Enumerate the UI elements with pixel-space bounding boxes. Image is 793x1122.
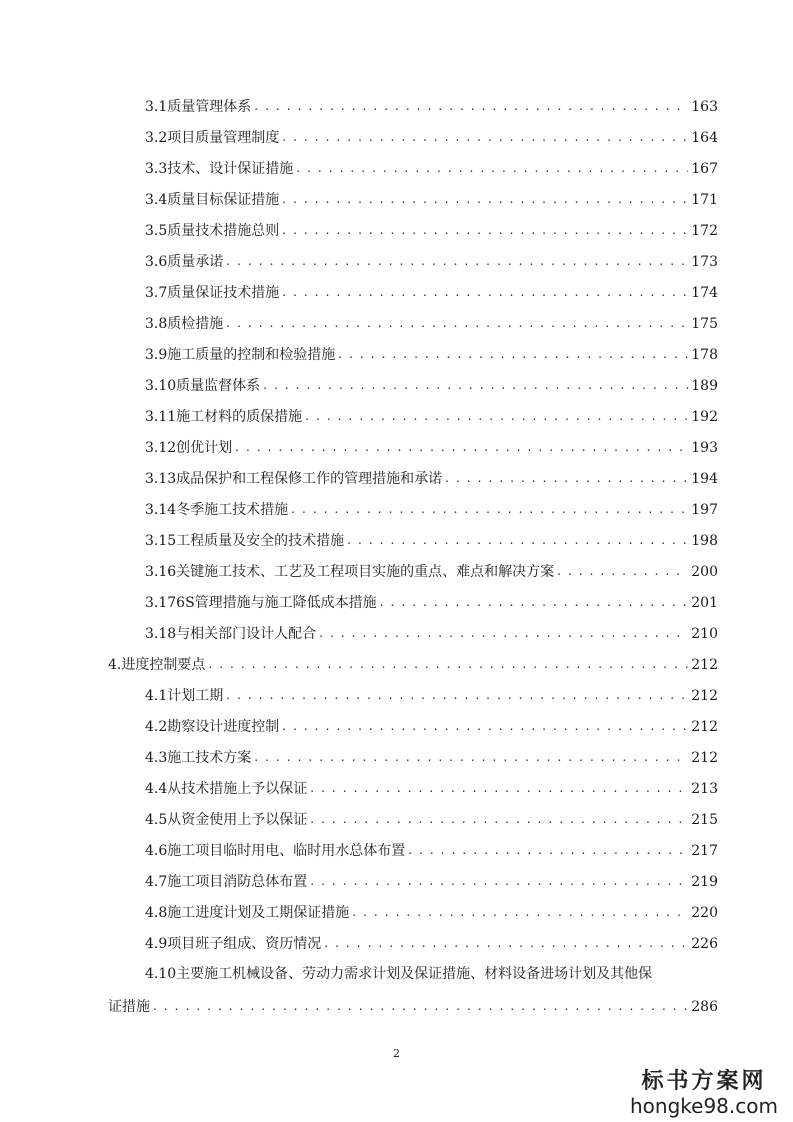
- toc-entry-title: 3.18与相关部门设计人配合: [145, 626, 317, 642]
- dot-leader: [310, 875, 688, 889]
- toc-entry-title-continued: 证措施: [108, 999, 150, 1015]
- dot-leader: [310, 782, 688, 796]
- toc-entry-title: 4.进度控制要点: [108, 657, 206, 673]
- toc-entry[interactable]: [145, 715, 718, 737]
- dot-leader: [263, 379, 688, 393]
- dot-leader: [153, 1000, 688, 1014]
- toc-entry-title: 3.12创优计划: [145, 440, 233, 456]
- watermark-en: hongke98.com: [630, 1094, 778, 1118]
- dot-leader: [226, 689, 688, 703]
- toc-entry-page: 286: [691, 999, 718, 1015]
- toc-entry-page: 212: [691, 719, 718, 735]
- toc-entry[interactable]: [108, 995, 718, 1017]
- dot-leader: [310, 813, 688, 827]
- dot-leader: [282, 720, 688, 734]
- toc-entry[interactable]: [145, 591, 718, 613]
- toc-entry-title: 3.3技术、设计保证措施: [145, 161, 294, 177]
- toc-entry[interactable]: [145, 808, 718, 830]
- toc-entry-page: 226: [691, 936, 718, 952]
- toc-entry-page: 197: [691, 502, 718, 518]
- toc-entry-page: 171: [691, 192, 718, 208]
- toc-entry-page: 212: [691, 750, 718, 766]
- toc-entry-title: 3.5质量技术措施总则: [145, 223, 280, 239]
- dot-leader: [347, 534, 688, 548]
- toc-entry[interactable]: [145, 188, 718, 210]
- toc-entry[interactable]: [108, 653, 718, 675]
- toc-entry[interactable]: [145, 126, 718, 148]
- toc-entry-title: 4.3施工技术方案: [145, 750, 252, 766]
- toc-entry[interactable]: [145, 901, 718, 923]
- toc-entry-page: 178: [691, 347, 718, 363]
- toc-entry[interactable]: [145, 870, 718, 892]
- dot-leader: [352, 906, 688, 920]
- toc-entry-title: 4.9项目班子组成、资历情况: [145, 936, 322, 952]
- dot-leader: [338, 348, 688, 362]
- dot-leader: [445, 472, 688, 486]
- toc-entry[interactable]: [145, 343, 718, 365]
- toc-entry[interactable]: [145, 312, 718, 334]
- toc-entry[interactable]: [145, 219, 718, 241]
- toc-entry-title: 3.7质量保证技术措施: [145, 285, 280, 301]
- dot-leader: [319, 627, 688, 641]
- toc-entry-page: 212: [691, 688, 718, 704]
- dot-leader: [380, 596, 689, 610]
- dot-leader: [235, 441, 688, 455]
- toc-entry-page: 220: [691, 905, 718, 921]
- dot-leader: [305, 410, 688, 424]
- toc-entry-page: 164: [691, 130, 718, 146]
- toc-entry-title: 4.8施工进度计划及工期保证措施: [145, 905, 350, 921]
- toc-entry[interactable]: [145, 436, 718, 458]
- toc-entry[interactable]: [145, 746, 718, 768]
- toc-entry[interactable]: [145, 467, 718, 489]
- dot-leader: [291, 503, 688, 517]
- toc-entry-page: 213: [691, 781, 718, 797]
- toc-entry[interactable]: [145, 157, 718, 179]
- toc-entry-title: 3.176S管理措施与施工降低成本措施: [145, 595, 377, 611]
- toc-entry[interactable]: [145, 95, 718, 117]
- toc-entry-page: 173: [691, 254, 718, 270]
- toc-entry-title: 3.16关键施工技术、工艺及工程项目实施的重点、难点和解决方案: [145, 564, 555, 580]
- toc-entry-page: 193: [691, 440, 718, 456]
- toc-entry-page: 198: [691, 533, 718, 549]
- toc-entry-title: 3.4质量目标保证措施: [145, 192, 280, 208]
- toc-entry-title: 3.15工程质量及安全的技术措施: [145, 533, 345, 549]
- page-number: 2: [393, 1047, 400, 1060]
- toc-entry-title: 3.2项目质量管理制度: [145, 130, 280, 146]
- toc-entry-page: 219: [691, 874, 718, 890]
- toc-entry-title: 3.9施工质量的控制和检验措施: [145, 347, 336, 363]
- toc-entry-title: 3.13成品保护和工程保修工作的管理措施和承诺: [145, 471, 443, 487]
- toc-entry-title: 4.2勘察设计进度控制: [145, 719, 280, 735]
- toc-entry-title: 4.4从技术措施上予以保证: [145, 781, 308, 797]
- dot-leader: [282, 286, 688, 300]
- toc-entry-title: 3.10质量监督体系: [145, 378, 261, 394]
- toc-entry-page: 194: [691, 471, 718, 487]
- toc-entry-title: 4.6施工项目临时用电、临时用水总体布置: [145, 843, 406, 859]
- toc-entry-page: 175: [691, 316, 718, 332]
- toc-entry-page: 172: [691, 223, 718, 239]
- toc-entry-page: 201: [691, 595, 718, 611]
- dot-leader: [282, 193, 688, 207]
- dot-leader: [408, 844, 688, 858]
- toc-entry-title: 4.1计划工期: [145, 688, 224, 704]
- toc-entry-title: 3.8质检措施: [145, 316, 224, 332]
- toc-entry[interactable]: [145, 839, 718, 861]
- toc-entry[interactable]: [145, 374, 718, 396]
- dot-leader: [254, 751, 688, 765]
- dot-leader: [254, 100, 688, 114]
- toc-entry[interactable]: [145, 684, 718, 706]
- dot-leader: [226, 317, 688, 331]
- toc-entry-title: 3.14冬季施工技术措施: [145, 502, 289, 518]
- dot-leader: [296, 162, 688, 176]
- toc-entry[interactable]: [145, 498, 718, 520]
- toc-entry[interactable]: [145, 560, 718, 582]
- toc-entry[interactable]: [145, 622, 718, 644]
- dot-leader: [557, 565, 688, 579]
- watermark-logo: [629, 1070, 779, 1118]
- toc-entry-page: 217: [691, 843, 718, 859]
- toc-entry-page: 200: [691, 564, 718, 580]
- toc-entry[interactable]: [145, 529, 718, 551]
- dot-leader: [208, 658, 688, 672]
- toc-entry-page: 192: [691, 409, 718, 425]
- dot-leader: [324, 937, 688, 951]
- watermark-cn: 标书方案网: [641, 1069, 767, 1094]
- toc-entry-page: 210: [691, 626, 718, 642]
- toc-entry-title: 3.6质量承诺: [145, 254, 224, 270]
- toc-entry[interactable]: [145, 250, 718, 272]
- toc-entry-page: 189: [691, 378, 718, 394]
- dot-leader: [282, 224, 688, 238]
- dot-leader: [226, 255, 688, 269]
- toc-entry-title: 3.11施工材料的质保措施: [145, 409, 303, 425]
- toc-entry-page: 163: [691, 99, 718, 115]
- toc-entry[interactable]: [145, 281, 718, 303]
- toc-entry-title: 4.7施工项目消防总体布置: [145, 874, 308, 890]
- dot-leader: [282, 131, 688, 145]
- toc-entry[interactable]: [145, 777, 718, 799]
- toc-entry-page: 215: [691, 812, 718, 828]
- toc-entry-title: 4.5从资金使用上予以保证: [145, 812, 308, 828]
- toc-entry-page: 167: [691, 161, 718, 177]
- toc-entry-title[interactable]: 4.10主要施工机械设备、劳动力需求计划及保证措施、材料设备进场计划及其他保: [145, 966, 653, 982]
- toc-entry-title: 3.1质量管理体系: [145, 99, 252, 115]
- toc-entry-page: 174: [691, 285, 718, 301]
- toc-entry[interactable]: [145, 932, 718, 954]
- toc-entry-page: 212: [691, 657, 718, 673]
- toc-entry[interactable]: [145, 405, 718, 427]
